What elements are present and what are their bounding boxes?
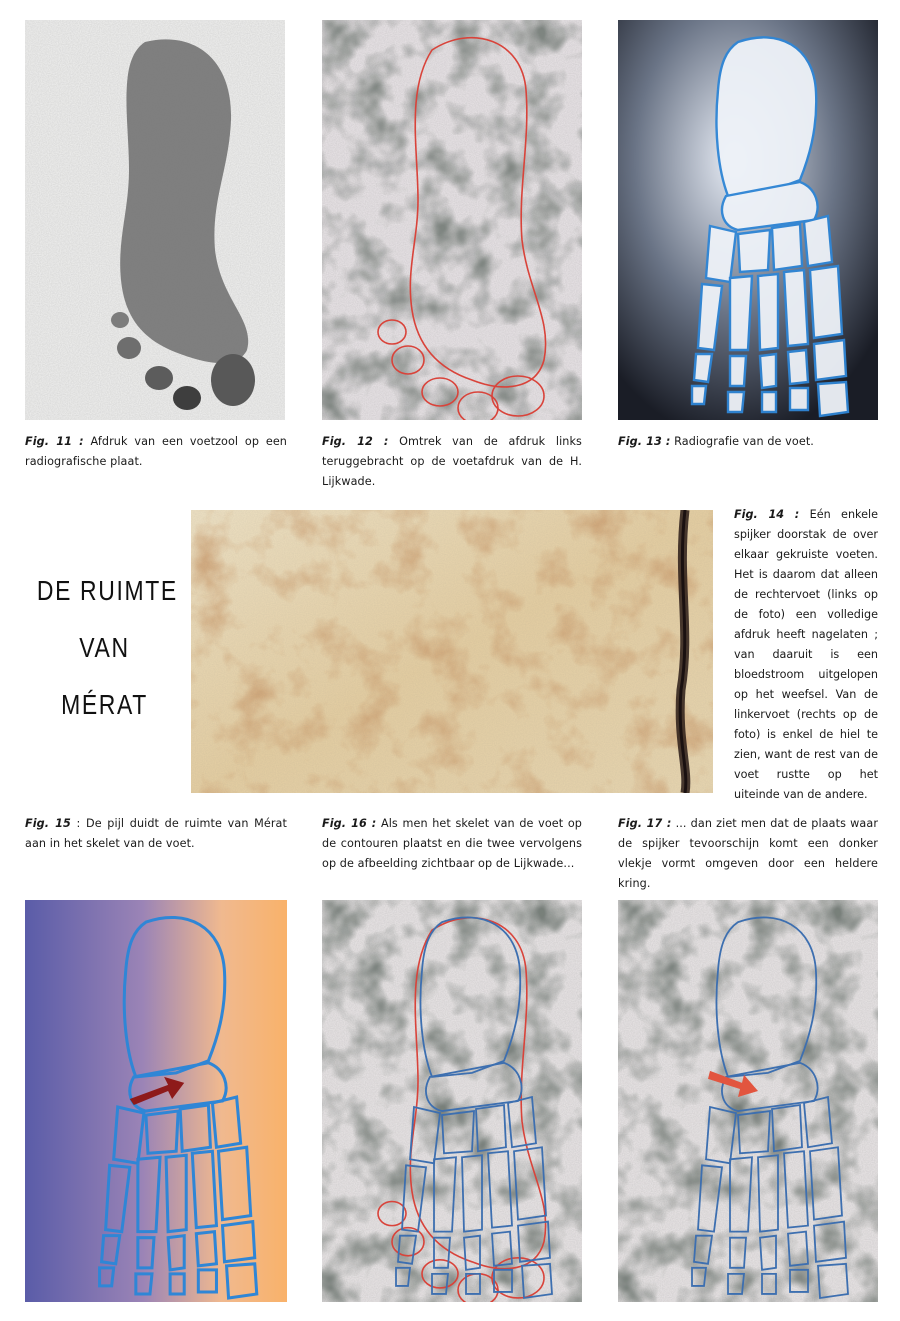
figure-label: Fig. 16 : xyxy=(322,817,377,830)
figure-12-image xyxy=(322,20,582,420)
figure-text: : De pijl duidt de ruimte van Mérat aan in het skelet van de voet. xyxy=(25,817,288,850)
figure-13-caption xyxy=(618,432,878,452)
page-title xyxy=(36,562,178,733)
figure-11-image xyxy=(25,20,285,420)
figure-17-image xyxy=(618,900,878,1302)
figure-text: Omtrek van de afdruk links teruggebracht op de voetafdruk van de H. Lijkwade. xyxy=(322,435,582,488)
figure-label: Fig. 14 : xyxy=(734,508,800,521)
figure-text: Als men het skelet van de voet op de contouren plaatst en die twee vervolgens op de afbeelding zichtbaar op de Lijkwade... xyxy=(322,817,583,870)
figure-14-image xyxy=(191,510,713,793)
figure-15-image xyxy=(25,900,287,1302)
figure-label: Fig. 13 : xyxy=(618,435,671,448)
figure-label: Fig. 17 : xyxy=(618,817,672,830)
figure-12-caption xyxy=(322,432,582,492)
figure-label: Fig. 12 : xyxy=(322,435,389,448)
figure-label: Fig. 15 xyxy=(25,817,71,830)
figure-13-image xyxy=(618,20,878,420)
figure-14-caption xyxy=(734,505,878,805)
figure-16-caption xyxy=(322,814,582,874)
figure-17-caption xyxy=(618,814,878,894)
title-line: VAN xyxy=(79,632,130,663)
title-line: MÉRAT xyxy=(61,689,148,720)
figure-text: ... dan ziet men dat de plaats waar de spijker tevoorschijn komt een donker vlekje vormt omgeven door een heldere kring. xyxy=(618,817,879,890)
figure-11-caption xyxy=(25,432,287,472)
figure-label: Fig. 11 : xyxy=(25,435,84,448)
figure-text: Afdruk van een voetzool op een radiografische plaat. xyxy=(25,435,287,468)
figure-text: Radiografie van de voet. xyxy=(674,435,814,448)
figure-16-image xyxy=(322,900,582,1302)
figure-15-caption xyxy=(25,814,287,854)
title-line: DE RUIMTE xyxy=(36,575,178,606)
figure-text: Eén enkele spijker doorstak de over elkaar gekruiste voeten. Het is daarom dat alleen de rechtervoet (links op de foto) een volledige afdruk heeft nagelaten ; van daaruit is een bloedstroom uitgelopen op het weefsel. Van de linkervoet (rechts op de foto) is enkel de hiel te zien, want de rest van de voet rustte op het uiteinde van de andere. xyxy=(734,508,878,801)
